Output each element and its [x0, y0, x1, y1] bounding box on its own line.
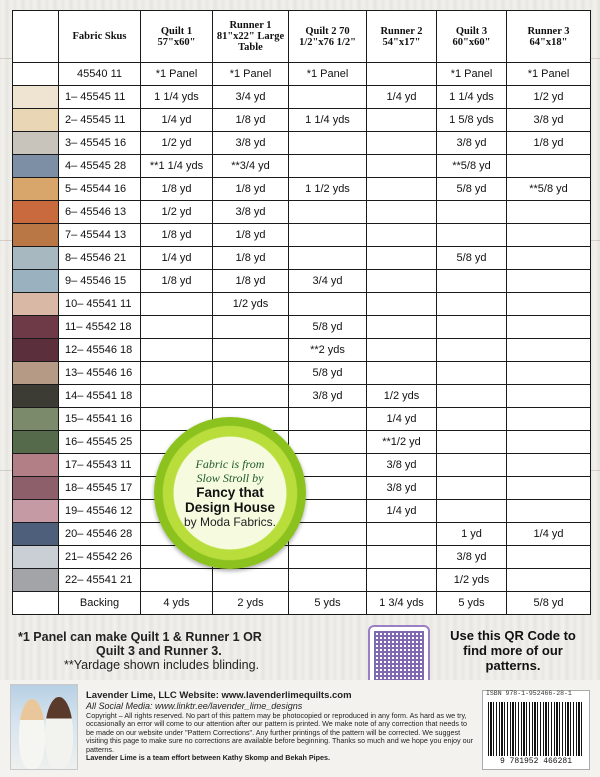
- fabric-sku: 14– 45541 18: [59, 385, 141, 408]
- header-quilt-1: Quilt 1 57"x60": [141, 11, 213, 63]
- yardage-cell-q1: 1/8 yd: [141, 224, 213, 247]
- yardage-cell-r3: [507, 454, 591, 477]
- fabric-sku: 22– 45541 21: [59, 569, 141, 592]
- table-row: [13, 86, 591, 109]
- yardage-cell-r2: [367, 316, 437, 339]
- note-line-1: *1 Panel can make Quilt 1 & Runner 1 OR: [18, 630, 262, 644]
- yardage-cell-q3: 5/8 yd: [437, 247, 507, 270]
- yardage-cell-q3: 1 1/4 yds: [437, 86, 507, 109]
- fabric-sku: 3– 45545 16: [59, 132, 141, 155]
- yardage-cell-r3: [507, 408, 591, 431]
- yardage-cell-q3: **5/8 yd: [437, 155, 507, 178]
- fabric-sku: 19– 45546 12: [59, 500, 141, 523]
- yardage-cell-r2: [367, 178, 437, 201]
- yardage-cell-q1: [141, 362, 213, 385]
- yardage-cell-r3: 5/8 yd: [507, 592, 591, 615]
- yardage-cell-q1: 1/2 yd: [141, 201, 213, 224]
- fabric-sku: 1– 45545 11: [59, 86, 141, 109]
- yardage-cell-q1: [141, 339, 213, 362]
- yardage-cell-r2: [367, 247, 437, 270]
- fabric-swatch-cell: [13, 316, 59, 339]
- fabric-swatch: [13, 247, 58, 269]
- fabric-swatch: [13, 431, 58, 453]
- yardage-cell-r1: 3/8 yd: [213, 201, 289, 224]
- table-row: [13, 408, 591, 431]
- fabric-swatch-cell: [13, 86, 59, 109]
- fabric-sku: 15– 45541 16: [59, 408, 141, 431]
- yardage-cell-q3: 3/8 yd: [437, 132, 507, 155]
- yardage-cell-q3: [437, 293, 507, 316]
- fabric-sku: 11– 45542 18: [59, 316, 141, 339]
- header-quilt-2: Quilt 2 70 1/2"x76 1/2": [289, 11, 367, 63]
- yardage-cell-q2: [289, 201, 367, 224]
- yardage-cell-q1: 1/8 yd: [141, 270, 213, 293]
- yardage-cell-r1: 1/8 yd: [213, 270, 289, 293]
- designer-figure: [45, 697, 73, 769]
- yardage-cell-q2: [289, 523, 367, 546]
- fabric-swatch: [13, 201, 58, 223]
- table-row: [13, 132, 591, 155]
- header-quilt-3: Quilt 3 60"x60": [437, 11, 507, 63]
- yardage-cell-r2: [367, 63, 437, 86]
- note-line-2: Quilt 3 and Runner 3.: [96, 644, 222, 658]
- yardage-cell-q3: 1 yd: [437, 523, 507, 546]
- yardage-cell-r1: 1/8 yd: [213, 224, 289, 247]
- yardage-cell-r1: [213, 362, 289, 385]
- fabric-swatch: [13, 178, 58, 200]
- fabric-sku: 21– 45542 26: [59, 546, 141, 569]
- yardage-cell-r3: [507, 546, 591, 569]
- fabric-swatch-cell: [13, 592, 59, 615]
- yardage-cell-r2: [367, 339, 437, 362]
- table-row: [13, 63, 591, 86]
- yardage-cell-r2: [367, 224, 437, 247]
- fabric-swatch-cell: [13, 132, 59, 155]
- badge-line-2: Slow Stroll by: [196, 471, 264, 485]
- badge-line-4: Design House: [184, 500, 276, 515]
- table-row: [13, 523, 591, 546]
- yardage-cell-r1: *1 Panel: [213, 63, 289, 86]
- fabric-sku: 10– 45541 11: [59, 293, 141, 316]
- fabric-sku: 9– 45546 15: [59, 270, 141, 293]
- table-row: [13, 592, 591, 615]
- yardage-cell-r1: 1/8 yd: [213, 109, 289, 132]
- yardage-cell-q2: 1 1/4 yds: [289, 109, 367, 132]
- yardage-cell-q2: [289, 247, 367, 270]
- yardage-cell-r2: [367, 270, 437, 293]
- fabric-swatch: [13, 224, 58, 246]
- yardage-cell-q2: [289, 569, 367, 592]
- yardage-cell-q2: [289, 431, 367, 454]
- qr-code[interactable]: [368, 625, 430, 687]
- fabric-swatch: [13, 454, 58, 476]
- yardage-table: [12, 10, 591, 615]
- fabric-sku: 13– 45546 16: [59, 362, 141, 385]
- table-body: [13, 63, 591, 615]
- fabric-swatch-cell: [13, 500, 59, 523]
- note-line-3: **Yardage shown includes blinding.: [64, 658, 260, 672]
- fabric-swatch-cell: [13, 109, 59, 132]
- fabric-sku: 8– 45546 21: [59, 247, 141, 270]
- yardage-cell-q2: 3/4 yd: [289, 270, 367, 293]
- fabric-source-badge: [154, 417, 306, 569]
- yardage-cell-q3: [437, 316, 507, 339]
- yardage-cell-q1: [141, 385, 213, 408]
- yardage-cell-q3: [437, 339, 507, 362]
- designer-figure: [19, 699, 45, 769]
- yardage-cell-r2: [367, 109, 437, 132]
- yardage-cell-r2: [367, 155, 437, 178]
- yardage-cell-r2: 1/2 yds: [367, 385, 437, 408]
- table-row: [13, 155, 591, 178]
- yardage-cell-q2: [289, 86, 367, 109]
- fabric-swatch-cell: [13, 408, 59, 431]
- fabric-sku: 6– 45546 13: [59, 201, 141, 224]
- yardage-cell-r2: [367, 293, 437, 316]
- fabric-swatch-cell: [13, 362, 59, 385]
- yardage-cell-r3: 1/4 yd: [507, 523, 591, 546]
- fabric-swatch: [13, 408, 58, 430]
- fabric-swatch: [13, 477, 58, 499]
- qr-caption: Use this QR Code to find more of our patterns.: [450, 628, 576, 673]
- fabric-swatch-cell: [13, 224, 59, 247]
- yardage-cell-r1: [213, 339, 289, 362]
- yardage-cell-r1: 1/2 yds: [213, 293, 289, 316]
- barcode-number: 9 781952 466281: [499, 757, 572, 766]
- yardage-cell-q3: 3/8 yd: [437, 546, 507, 569]
- table-row: [13, 385, 591, 408]
- yardage-cell-q2: 3/8 yd: [289, 385, 367, 408]
- yardage-cell-r1: 3/8 yd: [213, 132, 289, 155]
- yardage-cell-q3: [437, 270, 507, 293]
- yardage-cell-r1: [213, 316, 289, 339]
- fabric-swatch: [13, 270, 58, 292]
- yardage-cell-q3: 1/2 yds: [437, 569, 507, 592]
- social-media-line[interactable]: All Social Media: www.linktr.ee/lavender_lime_designs: [86, 701, 303, 711]
- yardage-cell-q1: 1/4 yd: [141, 247, 213, 270]
- yardage-cell-q2: [289, 155, 367, 178]
- table-row: [13, 339, 591, 362]
- table-row: [13, 431, 591, 454]
- badge-line-5: by Moda Fabrics.: [183, 515, 277, 529]
- fabric-swatch-cell: [13, 201, 59, 224]
- yardage-cell-r2: [367, 523, 437, 546]
- header-runner-3: Runner 3 64"x18": [507, 11, 591, 63]
- yardage-cell-q3: 1 5/8 yds: [437, 109, 507, 132]
- fabric-sku: 7– 45544 13: [59, 224, 141, 247]
- fabric-swatch-cell: [13, 431, 59, 454]
- swatch-header: [13, 11, 59, 63]
- yardage-cell-q1: 1/8 yd: [141, 178, 213, 201]
- yardage-cell-q1: 1 1/4 yds: [141, 86, 213, 109]
- yardage-cell-q3: [437, 408, 507, 431]
- yardage-cell-r3: [507, 477, 591, 500]
- table-row: [13, 316, 591, 339]
- table-row: [13, 224, 591, 247]
- yardage-cell-r2: [367, 132, 437, 155]
- yardage-cell-r2: 1/4 yd: [367, 500, 437, 523]
- header-fabric: Fabric Skus: [59, 11, 141, 63]
- yardage-cell-q1: [141, 316, 213, 339]
- yardage-cell-q3: *1 Panel: [437, 63, 507, 86]
- yardage-cell-r3: [507, 362, 591, 385]
- copyright-text: Copyright – All rights reserved. No part of this pattern may be photocopied or reproduced in any form. As hard as we try, occasionally an error will come to our attention after our pattern is printed. We make note of any correction that needs to be made on our website under "Pattern Corrections". Any further printings of the pattern will be corrected. We suggest visiting this page to make sure no corrections are available before beginning. Thanks so much and we hope you enjoy our patterns.: [86, 710, 474, 754]
- table-row: [13, 546, 591, 569]
- yardage-cell-r3: [507, 293, 591, 316]
- qr-code-icon: [374, 631, 424, 681]
- fabric-swatch: [13, 132, 58, 154]
- table-row: [13, 109, 591, 132]
- yardage-cell-r3: [507, 500, 591, 523]
- yardage-cell-q2: 5/8 yd: [289, 362, 367, 385]
- yardage-cell-r2: **1/2 yd: [367, 431, 437, 454]
- yardage-cell-r3: [507, 569, 591, 592]
- yardage-cell-r2: [367, 569, 437, 592]
- yardage-cell-q3: [437, 362, 507, 385]
- yardage-cell-q2: 5 yds: [289, 592, 367, 615]
- yardage-cell-q3: 5 yds: [437, 592, 507, 615]
- yardage-cell-q3: [437, 385, 507, 408]
- yardage-cell-r1: 2 yds: [213, 592, 289, 615]
- yardage-cell-q2: 1 1/2 yds: [289, 178, 367, 201]
- yardage-cell-r3: *1 Panel: [507, 63, 591, 86]
- yardage-cell-q3: [437, 431, 507, 454]
- table-row: [13, 178, 591, 201]
- yardage-cell-r3: [507, 201, 591, 224]
- fabric-sku: 18– 45545 17: [59, 477, 141, 500]
- fabric-swatch: [13, 523, 58, 545]
- fabric-swatch-cell: [13, 339, 59, 362]
- header-runner-2: Runner 2 54"x17": [367, 11, 437, 63]
- fabric-swatch-cell: [13, 293, 59, 316]
- fabric-swatch: [13, 339, 58, 361]
- yardage-cell-q2: 5/8 yd: [289, 316, 367, 339]
- yardage-cell-r3: [507, 339, 591, 362]
- yardage-cell-q3: [437, 500, 507, 523]
- fabric-swatch: [13, 293, 58, 315]
- yardage-cell-r3: [507, 270, 591, 293]
- fabric-swatch-cell: [13, 247, 59, 270]
- yardage-cell-q1: *1 Panel: [141, 63, 213, 86]
- pattern-notes: [18, 630, 262, 672]
- yardage-cell-q2: [289, 132, 367, 155]
- yardage-cell-q2: [289, 293, 367, 316]
- yardage-cell-q2: [289, 408, 367, 431]
- yardage-cell-r2: 1/4 yd: [367, 86, 437, 109]
- fabric-sku: 17– 45543 11: [59, 454, 141, 477]
- yardage-cell-q1: [141, 569, 213, 592]
- yardage-cell-q2: **2 yds: [289, 339, 367, 362]
- fabric-swatch-cell: [13, 155, 59, 178]
- yardage-cell-r3: [507, 316, 591, 339]
- fabric-swatch-cell: [13, 270, 59, 293]
- fabric-swatch: [13, 385, 58, 407]
- yardage-cell-r3: [507, 155, 591, 178]
- yardage-cell-r2: 1/4 yd: [367, 408, 437, 431]
- fabric-swatch-cell: [13, 569, 59, 592]
- fabric-swatch-cell: [13, 385, 59, 408]
- yardage-cell-r2: 1 3/4 yds: [367, 592, 437, 615]
- fabric-swatch: [13, 86, 58, 108]
- yardage-cell-q1: **1 1/4 yds: [141, 155, 213, 178]
- table-row: [13, 362, 591, 385]
- yardage-cell-q3: [437, 201, 507, 224]
- fabric-swatch: [13, 546, 58, 568]
- isbn-label: ISBN 978-1-952466-28-1: [486, 690, 572, 697]
- table-header-row: [13, 11, 591, 63]
- fabric-sku: 4– 45545 28: [59, 155, 141, 178]
- fabric-sku: 2– 45545 11: [59, 109, 141, 132]
- yardage-cell-r2: 3/8 yd: [367, 454, 437, 477]
- table-row: [13, 201, 591, 224]
- yardage-cell-r3: 1/2 yd: [507, 86, 591, 109]
- fabric-sku: 5– 45544 16: [59, 178, 141, 201]
- designers-photo: [10, 684, 78, 770]
- team-credit: Lavender Lime is a team effort between Kathy Skomp and Bekah Pipes.: [86, 753, 331, 762]
- yardage-cell-r1: [213, 385, 289, 408]
- yardage-cell-r2: [367, 362, 437, 385]
- badge-line-1: Fabric is from: [195, 457, 265, 471]
- barcode-icon: [488, 702, 584, 756]
- yardage-cell-r3: [507, 247, 591, 270]
- yardage-cell-q3: 5/8 yd: [437, 178, 507, 201]
- yardage-cell-r3: 3/8 yd: [507, 109, 591, 132]
- fabric-swatch: [13, 362, 58, 384]
- yardage-cell-q2: [289, 546, 367, 569]
- fabric-swatch: [13, 155, 58, 177]
- yardage-cell-q1: 1/4 yd: [141, 109, 213, 132]
- fabric-swatch-cell: [13, 546, 59, 569]
- website-line[interactable]: Lavender Lime, LLC Website: www.lavenderlimequilts.com: [86, 690, 352, 701]
- yardage-cell-r1: [213, 569, 289, 592]
- yardage-cell-r2: [367, 546, 437, 569]
- fabric-sku: 20– 45546 28: [59, 523, 141, 546]
- yardage-cell-r1: 1/8 yd: [213, 247, 289, 270]
- yardage-cell-r2: [367, 201, 437, 224]
- yardage-cell-q3: [437, 454, 507, 477]
- badge-line-3: Fancy that: [196, 485, 264, 500]
- footer-text: [86, 690, 476, 763]
- yardage-cell-r3: **5/8 yd: [507, 178, 591, 201]
- yardage-cell-r3: [507, 431, 591, 454]
- yardage-cell-q1: 1/2 yd: [141, 132, 213, 155]
- yardage-cell-r1: 3/4 yd: [213, 86, 289, 109]
- yardage-cell-r1: 1/8 yd: [213, 178, 289, 201]
- fabric-sku: Backing: [59, 592, 141, 615]
- fabric-swatch-cell: [13, 63, 59, 86]
- fabric-swatch-cell: [13, 178, 59, 201]
- yardage-cell-q1: [141, 293, 213, 316]
- yardage-cell-q2: *1 Panel: [289, 63, 367, 86]
- yardage-cell-r2: 3/8 yd: [367, 477, 437, 500]
- fabric-swatch-cell: [13, 523, 59, 546]
- table-row: [13, 270, 591, 293]
- fabric-swatch: [13, 316, 58, 338]
- fabric-sku: 45540 11: [59, 63, 141, 86]
- fabric-swatch-cell: [13, 454, 59, 477]
- yardage-cell-r3: [507, 224, 591, 247]
- fabric-swatch: [13, 109, 58, 131]
- table-row: [13, 247, 591, 270]
- fabric-swatch: [13, 500, 58, 522]
- table-row: [13, 293, 591, 316]
- yardage-cell-q3: [437, 224, 507, 247]
- yardage-cell-q1: 4 yds: [141, 592, 213, 615]
- yardage-cell-r3: 1/8 yd: [507, 132, 591, 155]
- header-runner-1: Runner 1 81"x22" Large Table: [213, 11, 289, 63]
- yardage-cell-r1: **3/4 yd: [213, 155, 289, 178]
- fabric-swatch-cell: [13, 477, 59, 500]
- yardage-cell-q3: [437, 477, 507, 500]
- yardage-cell-r3: [507, 385, 591, 408]
- fabric-swatch: [13, 569, 58, 591]
- fabric-sku: 12– 45546 18: [59, 339, 141, 362]
- table-row: [13, 569, 591, 592]
- yardage-cell-q2: [289, 224, 367, 247]
- fabric-sku: 16– 45545 25: [59, 431, 141, 454]
